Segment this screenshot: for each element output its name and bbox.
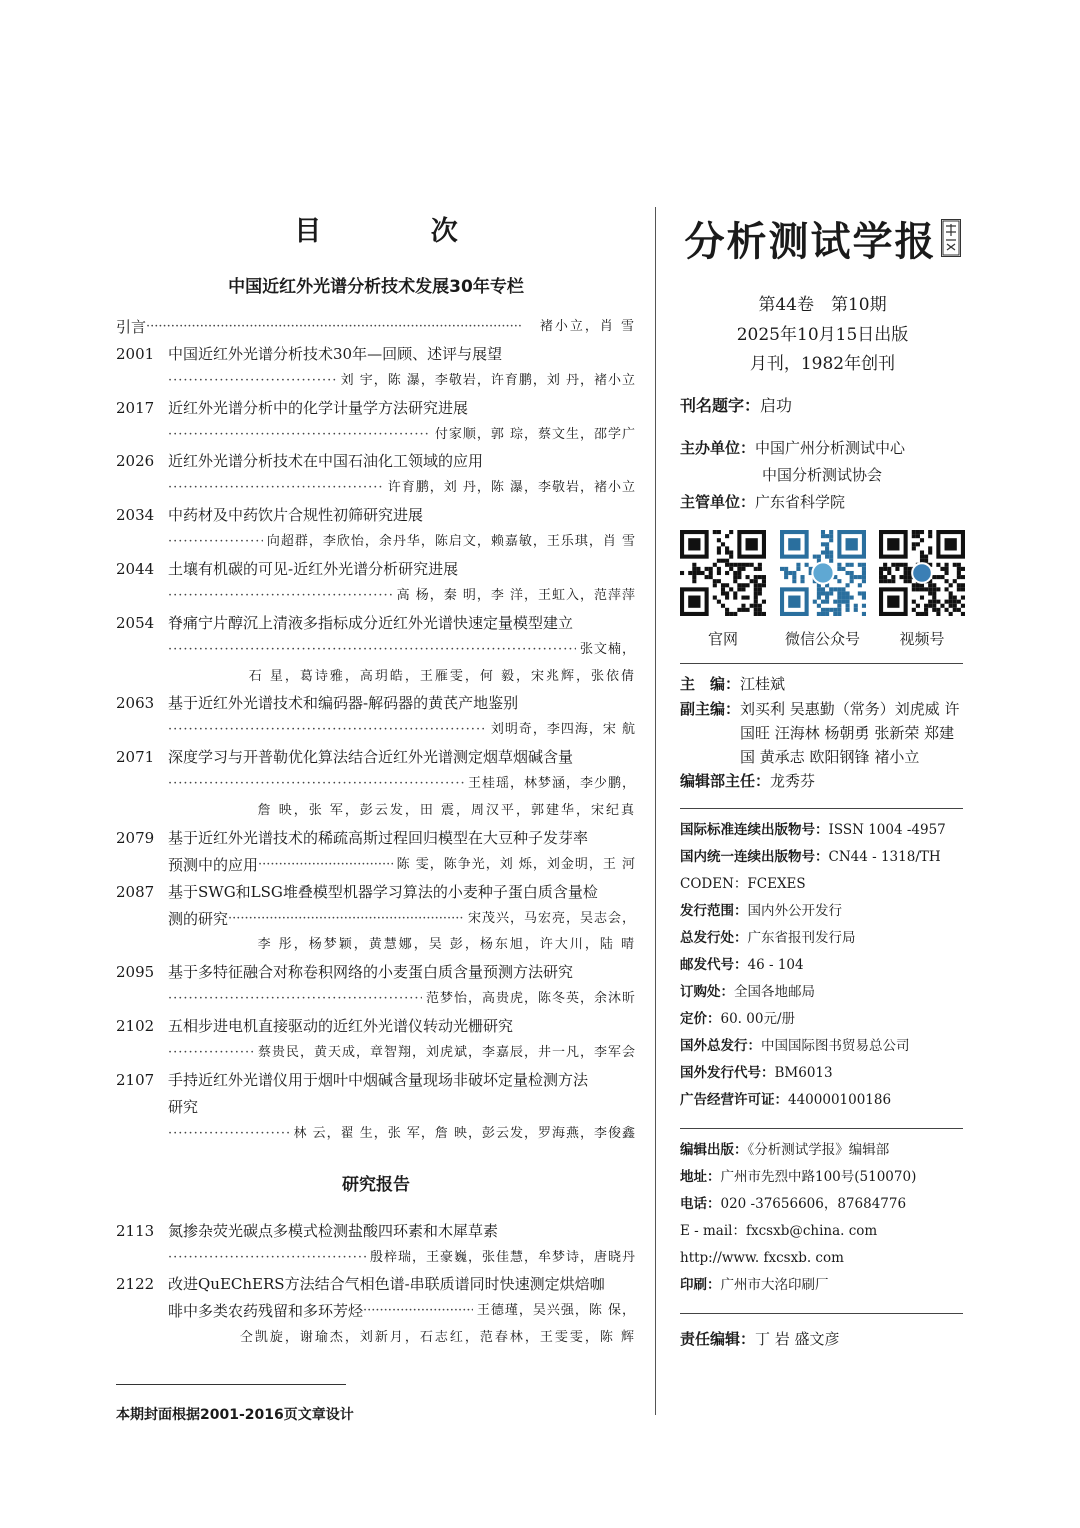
toc-entries-research	[116, 1218, 636, 1352]
article-title: 基于近红外光谱技术的稀疏高斯过程回归模型在大豆种子发芽率	[168, 828, 589, 847]
toc-entry-title-row[interactable]	[116, 852, 636, 879]
page-number: 2001	[116, 344, 155, 363]
coden: CODEN：FCEXES	[680, 875, 806, 892]
resp-value: 丁 岩 盛文彦	[755, 1329, 840, 1348]
toc-entry-title-row[interactable]	[116, 556, 636, 583]
dot-leader	[228, 906, 464, 933]
toc-entry-title-row[interactable]	[116, 448, 636, 475]
dot-leader	[258, 852, 393, 879]
toc-intro-row[interactable]	[116, 314, 636, 341]
author-row	[116, 529, 636, 556]
inscription-value: 启功	[760, 395, 793, 415]
article-authors: 高 杨，秦 明，李 洋，王虹入，范萍萍	[396, 587, 636, 603]
qr-codes	[680, 530, 965, 649]
page-number: 2026	[116, 452, 155, 471]
postal-code	[680, 952, 965, 979]
cover-footnote: 本期封面根据2001-2016页文章设计	[116, 1407, 354, 1423]
article-title: 改进QuEChERS方法结合气相色谱-串联质谱同时快速测定烘焙咖	[168, 1275, 605, 1294]
volume-issue: 第44卷 第10期	[758, 295, 887, 315]
article-authors: 付家顺，郭 琮，蔡文生，邵学广	[434, 426, 636, 442]
abroad-code-value: BM6013	[774, 1064, 833, 1081]
issn	[680, 817, 965, 844]
seal-stamp	[941, 219, 961, 257]
page-number: 2087	[116, 882, 155, 901]
dot-leader	[168, 422, 431, 449]
table-of-contents	[116, 210, 636, 1352]
deputy-editors	[680, 697, 965, 769]
article-title: 深度学习与开普勒优化算法结合近红外光谱测定烟草烟碱含量	[168, 748, 574, 767]
supervisor-value: 广东省科学院	[755, 492, 846, 511]
page-number: 2044	[116, 560, 155, 579]
article-authors: 刘 宇，陈 瀑，李敬岩，许育鹏，刘 丹，褚小立	[340, 372, 636, 388]
page-number: 2102	[116, 1017, 155, 1036]
article-title: 氮掺杂荧光碳点多模式检测盐酸四环素和木犀草素	[168, 1221, 499, 1240]
qr-label-video: 视频号	[899, 629, 945, 648]
article-authors: 石 星，葛诗雅，高玥皓，王雁雯，何 毅，宋兆辉，张依倩	[248, 668, 636, 684]
article-title: 基于近红外光谱技术和编码器-解码器的黄芪产地鉴别	[168, 694, 519, 713]
article-title: 脊痛宁片醇沉上清液多指标成分近红外光谱快速定量模型建立	[168, 613, 574, 632]
resp-key: 责任编辑：	[680, 1329, 756, 1348]
article-title: 中药材及中药饮片合规性初筛研究进展	[168, 506, 424, 525]
responsible-editor	[680, 1326, 965, 1353]
qr-code-icon	[680, 530, 766, 616]
toc-entry-title-row[interactable]	[116, 690, 636, 717]
dot-leader	[168, 1040, 254, 1067]
deputy-key: 副主编：	[680, 699, 741, 718]
journal-info	[680, 205, 965, 1353]
article-authors: 陈 雯，陈争光，刘 烁，刘金明，王 河	[396, 856, 636, 872]
office-key: 编辑部主任：	[680, 771, 771, 790]
article-title: 五相步进电机直接驱动的近红外光谱仪转动光栅研究	[168, 1017, 514, 1036]
article-authors: 许育鹏，刘 丹，陈 瀑，李敬岩，褚小立	[387, 480, 636, 496]
toc-title: 目 次	[294, 216, 508, 247]
dot-leader	[146, 314, 536, 341]
dot-leader	[168, 771, 464, 798]
toc-entry-title-row[interactable]	[116, 1271, 636, 1298]
page-number: 2017	[116, 398, 155, 417]
dist-value: 广东省报刊发行局	[747, 929, 856, 946]
ad-key: 广告经营许可证：	[680, 1091, 788, 1108]
article-title: 中国近红外光谱分析技术30年—回顾、述评与展望	[168, 344, 503, 363]
article-title: 近红外光谱分析中的化学计量学方法研究进展	[168, 398, 469, 417]
toc-entry-title-row[interactable]	[116, 1218, 636, 1245]
order-place	[680, 979, 965, 1006]
article-title-tail	[168, 906, 636, 933]
abroad-code-key: 国外发行代号：	[680, 1064, 775, 1081]
article-authors: 张文楠，	[579, 641, 636, 657]
toc-entry-title-row[interactable]	[116, 825, 636, 852]
toc-entry-title-row[interactable]	[116, 879, 636, 906]
toc-entry-title-row[interactable]	[116, 395, 636, 422]
article-title-tail	[168, 852, 636, 879]
article-title: 手持近红外光谱仪用于烟叶中烟碱含量现场非破坏定量检测方法	[168, 1070, 589, 1089]
dot-leader	[168, 475, 384, 502]
postal-value: 46 - 104	[747, 956, 804, 973]
editor-key: 编辑出版：	[680, 1141, 748, 1158]
article-title: 预测中的应用	[168, 855, 259, 874]
author-row	[116, 637, 636, 664]
telephone	[680, 1191, 965, 1218]
article-title: 基于SWG和LSG堆叠模型机器学习算法的小麦种子蛋白质含量检	[168, 882, 598, 901]
article-authors: 宋茂兴，马宏亮，吴志会，	[467, 910, 636, 926]
scope-key: 发行范围：	[680, 902, 748, 919]
dist-key: 总发行处：	[680, 929, 748, 946]
author-row	[116, 422, 636, 449]
dot-leader	[168, 1245, 366, 1272]
cn-number	[680, 844, 965, 871]
dot-leader	[168, 583, 393, 610]
article-authors: 李 彤，杨梦颖，黄慧娜，吴 彭，杨东旭，许大川，陆 晴	[257, 937, 636, 953]
chief-editor	[680, 672, 965, 697]
pub-date: 2025年10月15日出版	[736, 324, 909, 345]
page-number: 2113	[116, 1221, 155, 1240]
article-title: 测的研究	[168, 909, 229, 928]
author-row	[116, 664, 636, 691]
article-authors: 王德瑾，吴兴强，陈 保，	[476, 1303, 636, 1319]
page-number: 2079	[116, 828, 155, 847]
article-title: 土壤有机碳的可见-近红外光谱分析研究进展	[168, 560, 459, 579]
price	[680, 1006, 965, 1033]
frequency: 月刊，1982年创刊	[749, 354, 896, 374]
print-value: 广州市大洺印刷厂	[720, 1276, 829, 1293]
inscription-key: 刊名题字：	[680, 395, 761, 415]
sponsor-key: 主办单位：	[680, 438, 756, 457]
sponsor	[680, 435, 965, 462]
page-number: 2122	[116, 1275, 155, 1294]
toc-entry-title-row[interactable]	[116, 1298, 636, 1325]
qr-code-icon	[879, 530, 965, 616]
addr-value: 广州市先烈中路100号(510070)	[720, 1168, 917, 1185]
journal-logo	[680, 205, 965, 271]
article-title: 基于多特征融合对称卷积网络的小麦蛋白质含量预测方法研究	[168, 963, 574, 982]
column-divider	[655, 207, 656, 1415]
scope-value: 国内外公开发行	[747, 902, 842, 919]
printer	[680, 1272, 965, 1299]
qr-label-website: 官网	[707, 629, 738, 648]
journal-name: 分析测试学报	[684, 217, 937, 265]
page-number: 2095	[116, 963, 155, 982]
page-number: 2071	[116, 748, 155, 767]
toc-entry-title-row[interactable]	[116, 1013, 636, 1040]
deputy-value: 刘买利 吴惠勤（常务）刘虎威 许国旺 汪海林 杨朝勇 张新荣 郑建国 黄承志 欧阳钢锋 褚小立	[740, 699, 960, 766]
dot-leader	[168, 717, 487, 744]
qr-wechat[interactable]	[780, 530, 866, 649]
email-link[interactable]: E - mail：fxcsxb@china. com	[680, 1222, 878, 1239]
chief-value: 江桂斌	[740, 674, 786, 693]
toc-entry-title-row[interactable]	[116, 502, 636, 529]
dot-leader	[168, 368, 337, 395]
page-number: 2107	[116, 1070, 155, 1089]
intro-label: 引言	[116, 318, 147, 336]
dot-leader	[168, 986, 422, 1013]
article-title-tail	[168, 1298, 636, 1325]
dot-leader	[363, 1298, 473, 1325]
abroad-key: 国外总发行：	[680, 1037, 761, 1054]
cn-key: 国内统一连续出版物号：	[680, 848, 829, 865]
dot-leader	[168, 637, 576, 664]
author-row	[116, 1121, 636, 1148]
order-value: 全国各地邮局	[734, 983, 815, 1000]
chief-key: 主 编：	[680, 674, 741, 693]
tel-value: 020 -37656606，87684776	[720, 1195, 907, 1212]
article-title: 近红外光谱分析技术在中国石油化工领域的应用	[168, 452, 484, 471]
editor-value: 《分析测试学报》编辑部	[747, 1141, 890, 1158]
qr-code-icon	[780, 530, 866, 616]
toc-entry-title-row[interactable]	[116, 1094, 636, 1121]
article-authors: 林 云，翟 生，张 军，詹 映，彭云发，罗海燕，李俊鑫	[293, 1125, 636, 1141]
supervisor	[680, 489, 965, 516]
article-title: 啡中多类农药残留和多环芳烃	[168, 1302, 364, 1321]
ad-license	[680, 1087, 965, 1114]
abroad-value: 中国国际图书贸易总公司	[761, 1037, 910, 1054]
page-number: 2054	[116, 613, 155, 632]
author-row	[116, 368, 636, 395]
author-row	[116, 986, 636, 1013]
sponsor-1: 中国广州分析测试中心	[755, 438, 906, 457]
issn-value: ISSN 1004 -4957	[828, 821, 946, 838]
intro-authors: 褚小立，肖 雪	[539, 319, 636, 334]
print-key: 印刷：	[680, 1276, 721, 1293]
ad-value: 440000100186	[788, 1091, 892, 1108]
author-row	[116, 771, 636, 798]
article-authors: 刘明奇，李四海，宋 航	[490, 722, 636, 738]
divider	[680, 1128, 963, 1129]
sponsor-2: 中国分析测试协会	[762, 465, 883, 484]
article-authors: 向超群，李欣怡，余丹华，陈启文，赖嘉敏，王乐琪，肖 雪	[266, 534, 636, 550]
price-key: 定价：	[680, 1010, 721, 1027]
toc-entry-title-row[interactable]	[116, 906, 636, 933]
qr-video[interactable]	[879, 530, 965, 649]
cn-value: CN44 - 1318/TH	[828, 848, 941, 865]
order-key: 订购处：	[680, 983, 734, 1000]
toc-entry-title-row[interactable]	[116, 341, 636, 368]
article-authors: 仝凯旋，谢瑜杰，刘新月，石志红，范春林，王雯雯，陈 辉	[239, 1330, 636, 1346]
inscription	[680, 392, 965, 419]
dot-leader	[168, 1121, 289, 1148]
toc-entries	[116, 314, 636, 1148]
author-row	[116, 717, 636, 744]
page-number: 2034	[116, 506, 155, 525]
article-authors: 王桂瑶，林梦涵，李少鹏，	[467, 776, 636, 792]
office-value: 龙秀芬	[770, 771, 816, 790]
supervisor-key: 主管单位：	[680, 492, 756, 511]
editorial-publisher	[680, 1137, 965, 1164]
footnote-rule	[116, 1384, 346, 1385]
abroad-code	[680, 1060, 965, 1087]
divider	[680, 808, 963, 809]
address	[680, 1164, 965, 1191]
article-authors: 范梦怡，高贵虎，陈冬英，余沐昕	[425, 991, 636, 1007]
author-row	[116, 1040, 636, 1067]
author-row	[116, 475, 636, 502]
distributor	[680, 925, 965, 952]
tel-key: 电话：	[680, 1195, 721, 1212]
author-row	[116, 1325, 636, 1352]
toc-entry-title-row[interactable]	[116, 1067, 636, 1094]
toc-entry-title-row[interactable]	[116, 959, 636, 986]
page-number: 2063	[116, 694, 155, 713]
addr-key: 地址：	[680, 1168, 721, 1185]
abroad-distributor	[680, 1033, 965, 1060]
divider	[680, 663, 963, 664]
author-row	[116, 583, 636, 610]
article-authors: 殷梓瑞，王豪巍，张佳慧，牟梦诗，唐晓丹	[369, 1249, 636, 1265]
qr-website[interactable]	[680, 530, 766, 649]
article-authors: 蔡贵民，黄天成，章智翔，刘虎斌，李嘉辰，井一凡，李军会	[257, 1045, 636, 1061]
issn-key: 国际标准连续出版物号：	[680, 821, 829, 838]
author-row	[116, 1245, 636, 1272]
section-title-research: 研究报告	[342, 1174, 410, 1195]
postal-key: 邮发代号：	[680, 956, 748, 973]
toc-entry-title-row[interactable]	[116, 610, 636, 637]
section-title-nir: 中国近红外光谱分析技术发展30年专栏	[228, 277, 524, 297]
author-row	[116, 932, 636, 959]
office-director	[680, 769, 965, 794]
article-authors: 詹 映，张 军，彭云发，田 震，周汉平，郭建华，宋纪真	[257, 803, 636, 819]
author-row	[116, 798, 636, 825]
article-title: 研究	[168, 1097, 199, 1116]
toc-entry-title-row[interactable]	[116, 744, 636, 771]
qr-label-wechat: 微信公众号	[784, 629, 860, 648]
price-value: 60. 00元/册	[720, 1010, 795, 1027]
divider	[680, 1313, 963, 1314]
scope	[680, 898, 965, 925]
dot-leader	[168, 529, 263, 556]
website-link[interactable]: http://www. fxcsxb. com	[680, 1249, 844, 1266]
